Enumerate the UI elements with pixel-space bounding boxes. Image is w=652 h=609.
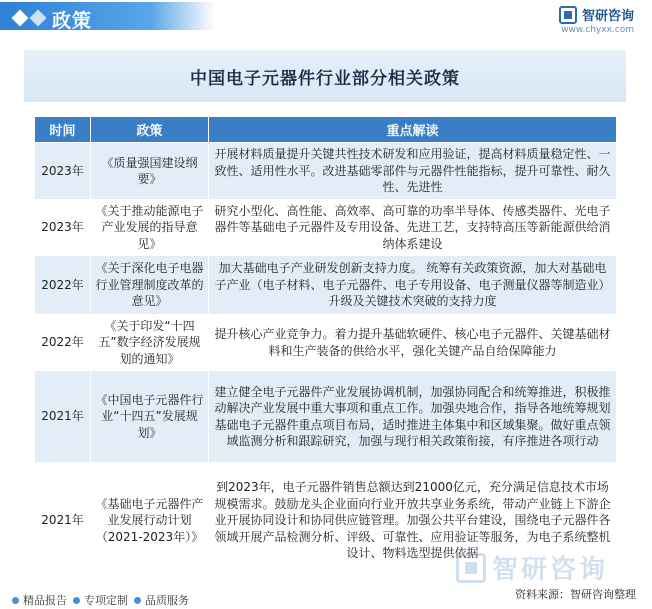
bullet-icon xyxy=(73,597,80,604)
diamond-icon xyxy=(12,9,46,27)
cell-policy: 《关于印发“十四五”数字经济发展规划的通知》 xyxy=(91,315,209,371)
cell-year: 2023年 xyxy=(35,200,91,256)
footer-link-reports[interactable] xyxy=(12,592,67,608)
cell-policy: 《关于推动能源电子产业发展的指导意见》 xyxy=(91,200,209,256)
table-row xyxy=(35,315,617,371)
footer-links xyxy=(12,592,189,608)
table-row xyxy=(35,371,617,463)
table-header-row xyxy=(35,117,617,143)
source-note: 资料来源：智研咨询整理 xyxy=(515,588,636,601)
column-header-interpretation: 重点解读 xyxy=(209,117,617,143)
footer-link-service[interactable] xyxy=(134,592,189,608)
section-header-bar xyxy=(0,2,215,30)
cell-content: 加大基础电子产业研发创新支持力度。 统筹有关政策资源，加大对基础电子产业（电子材料、电子元器件、电子专用设备、电子测量仪器等制造业）升级及关键技术突破的支持力度 xyxy=(209,256,617,315)
cell-content: 开展材料质量提升关键共性技术研发和应用验证，提高材料质量稳定性、一致性、适用性水平。改进基础零部件与元器件性能指标，提升可靠性、耐久性、先进性 xyxy=(209,143,617,200)
watermark-logo-icon xyxy=(456,553,486,583)
cell-content: 研究小型化、高性能、高效率、高可靠的功率半导体、传感类器件、光电子器件等基础电子元器件及专用设备、先进工艺，支持特高压等新能源供给消纳体系建设 xyxy=(209,200,617,256)
cell-content: 提升核心产业竞争力。着力提升基础软硬件、核心电子元器件、关键基础材料和生产装备的供给水平，强化关键产品自给保障能力 xyxy=(209,315,617,371)
column-header-time: 时间 xyxy=(35,117,91,143)
section-title: 政策 xyxy=(52,10,93,32)
cell-policy: 《中国电子元器件行业“十四五”发展规划》 xyxy=(91,371,209,463)
brand-logo-icon xyxy=(559,6,577,24)
brand xyxy=(559,5,634,24)
policy-table xyxy=(34,116,617,579)
brand-name: 智研咨询 xyxy=(581,9,634,24)
table-row xyxy=(35,256,617,315)
footer-link-custom[interactable] xyxy=(73,592,128,608)
cell-year: 2021年 xyxy=(35,463,91,579)
cell-year: 2023年 xyxy=(35,143,91,200)
cell-policy: 《质量强国建设纲要》 xyxy=(91,143,209,200)
column-header-policy: 政策 xyxy=(91,117,209,143)
footer-link-label: 专项定制 xyxy=(84,594,128,607)
watermark-text: 智研咨询 xyxy=(491,555,608,585)
cell-year: 2021年 xyxy=(35,371,91,463)
title-banner xyxy=(24,50,626,102)
cell-content: 建立健全电子元器件产业发展协调机制，加强协同配合和统筹推进，积极推动解决产业发展中重大事项和重点工作。加强央地合作，指导各地统筹规划基础电子元器件重点项目布局，适时推进主体集中和区域集聚。做好重点领域监测分析和跟踪研究，加强与现行相关政策衔接，有序推进各项行动 xyxy=(209,371,617,463)
footer-link-label: 精品报告 xyxy=(23,594,67,607)
cell-year: 2022年 xyxy=(35,256,91,315)
table-row xyxy=(35,143,617,200)
table-row xyxy=(35,200,617,256)
bullet-icon xyxy=(12,597,19,604)
bullet-icon xyxy=(134,597,141,604)
cell-year: 2022年 xyxy=(35,315,91,371)
brand-url: www.chyxx.com xyxy=(561,25,634,35)
page-title: 中国电子元器件行业部分相关政策 xyxy=(190,68,460,89)
cell-content: 到2023年，电子元器件销售总额达到21000亿元，充分满足信息技术市场规模需求。鼓励龙头企业面向行业开放共享业务系统，带动产业链上下游企业开展协同设计和协同供应链管理。加强公共平台建设，围绕电子元器件各领域开展产品检测分析、评级、可靠性、应用验证等服务，为电子系统整机设计、物料选型提供依据 xyxy=(209,463,617,579)
top-banner xyxy=(0,0,652,36)
footer-link-label: 品质服务 xyxy=(145,594,189,607)
cell-policy: 《基础电子元器件产业发展行动计划（2021-2023年）》 xyxy=(91,463,209,579)
cell-policy: 《关于深化电子电器行业管理制度改革的意见》 xyxy=(91,256,209,315)
